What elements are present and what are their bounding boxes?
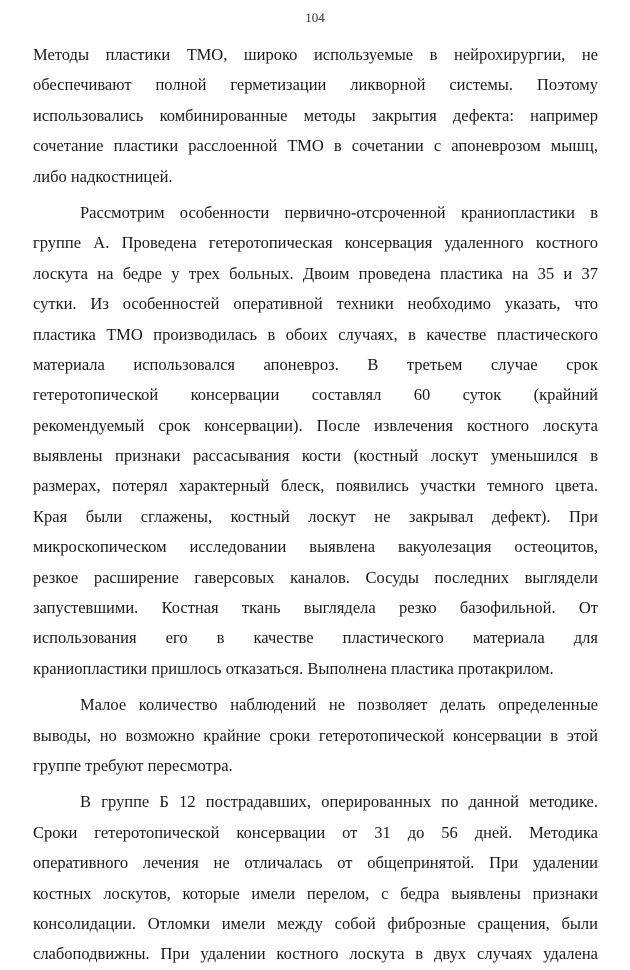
text-line: Методы пластики ТМО, широко используемые в нейрохирургии, не	[33, 45, 598, 64]
text-line: лоскута на бедре у трех больных. Двоим проведена пластика на 35 и 37	[33, 263, 598, 283]
paragraph	[33, 40, 598, 192]
paragraph	[33, 690, 598, 781]
text-line: оперативного лечения не отличалась от общепринятой. При удалении	[33, 853, 598, 873]
text-line: Края были сглажены, костный лоскут не закрывал дефект). При	[33, 506, 598, 526]
document-body	[33, 40, 598, 970]
text-line: использовались комбинированные методы закрытия дефекта: например	[33, 105, 598, 125]
text-line: выводы, но возможно крайние сроки гетеротопической консервации в этой	[33, 725, 598, 745]
text-line: костных лоскутов, которые имели перелом, с бедра выявлены признаки	[33, 883, 598, 903]
page-number: 104	[305, 10, 325, 25]
text-line: микроскопическом исследовании выявлена вакуолезация остеоцитов,	[33, 537, 598, 557]
text-line: Малое количество наблюдений не позволяет делать определенные	[80, 695, 598, 715]
text-line: размерах, потерял характерный блеск, появились участки темного цвета.	[33, 476, 598, 496]
text-line: пластика ТМО производилась в обоих случаях, в качестве пластического	[33, 324, 598, 344]
text-line: запустевшими. Костная ткань выглядела резко базофильной. От	[33, 598, 598, 618]
text-line: резкое расширение гаверсовых каналов. Сосуды последних выглядели	[33, 567, 598, 587]
text-line: выявлены признаки рассасывания кости (костный лоскут уменьшился в	[33, 446, 598, 466]
paragraph	[33, 198, 598, 684]
text-line: Рассмотрим особенности первично-отсроченной краниопластики в	[80, 202, 598, 222]
text-line: краниопластики пришлось отказаться. Выполнена пластика протакрилом.	[33, 658, 554, 678]
text-line: сочетание пластики расслоенной ТМО в сочетании с апоневрозом мышц,	[33, 136, 598, 156]
text-line: В группе Б 12 пострадавших, оперированных по данной методике.	[80, 792, 598, 812]
text-line: группе А. Проведена гетеротопическая консервация удаленного костного	[33, 233, 598, 253]
text-line: сутки. Из особенностей оперативной техники необходимо указать, что	[33, 294, 598, 314]
paragraph	[33, 787, 598, 969]
text-line: Сроки гетеротопической консервации от 31 до 56 дней. Методика	[33, 822, 598, 842]
text-line: консолидации. Отломки имели между собой фиброзные сращения, были	[33, 913, 598, 933]
text-line: рекомендуемый срок консервации). После извлечения костного лоскута	[33, 415, 598, 435]
text-line: слабоподвижны. При удалении костного лоскута в двух случаях удалена	[33, 944, 598, 964]
text-line: либо надкостницей.	[33, 166, 173, 186]
text-line: обеспечивают полной герметизации ликворной системы. Поэтому	[33, 75, 598, 95]
text-line: гетеротопической консервации составлял 60 суток (крайний	[33, 385, 598, 405]
text-line: использования его в качестве пластического материала для	[33, 628, 598, 648]
text-line: материала использовался апоневроз. В третьем случае срок	[33, 354, 598, 374]
text-line: группе требуют пересмотра.	[33, 755, 233, 775]
